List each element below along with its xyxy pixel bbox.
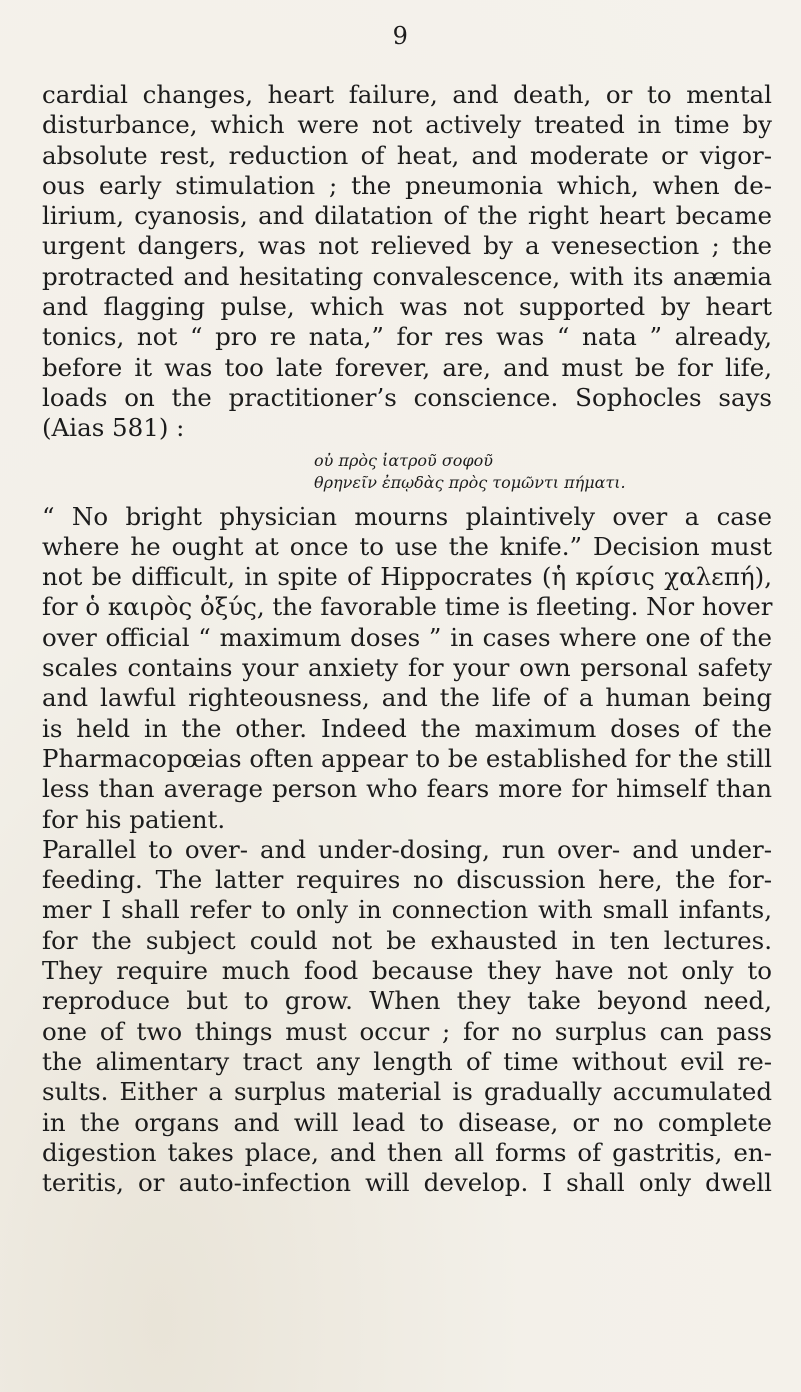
text-line: scales contains your anxiety for your own personal safety [42,653,772,683]
text-line: teritis, or auto-infection will develop. I shall only dwell [42,1168,772,1198]
text-line: reproduce but to grow. When they take beyond need, [42,986,772,1016]
text-line: one of two things must occur ; for no surplus can pass [42,1016,772,1046]
text-line: sults. Either a surplus material is gradually accumulated [42,1077,772,1107]
text-line: They require much food because they have not only to [42,956,772,986]
text-line: “ No bright physician mourns plaintively over a case [42,501,772,531]
text-line: for his patient. [42,804,226,834]
text-line: before it was too late forever, are, and must be for life, [42,352,772,382]
text-line: urgent dangers, was not relieved by a venesection ; the [42,231,772,261]
text-line: disturbance, which were not actively treated in time by [42,110,772,140]
text-line: is held in the other. Indeed the maximum doses of the [42,713,772,743]
text-line: feeding. The latter requires no discussion here, the for- [42,865,772,895]
text-line: lirium, cyanosis, and dilatation of the right heart became [42,201,772,231]
greek-quote-line: θρηνεῖν ἐπῳδὰς πρὸς τομῶντι πήματι. [314,472,626,492]
text-line: for the subject could not be exhausted in ten lectures. [42,925,772,955]
text-line: (Aias 581) : [42,413,185,443]
page-number: 9 [392,22,409,50]
text-line: protracted and hesitating convalescence, with its anæmia [42,261,772,291]
text-line: cardial changes, heart failure, and death, or to mental [42,80,772,109]
text-line: where he ought at once to use the knife.” Decision must [42,531,772,561]
text-line: less than average person who fears more for himself than [42,774,772,804]
text-line: the alimentary tract any length of time without evil re- [42,1046,772,1076]
text-line: loads on the practitioner’s conscience. Sophocles says [42,382,772,412]
text-line: in the organs and will lead to disease, or no complete [42,1107,772,1137]
text-line: absolute rest, reduction of heat, and moderate or vigor- [42,140,772,170]
text-line: tonics, not “ pro re nata,” for res was “ nata ” already, [42,322,772,352]
text-line: Parallel to over- and under-dosing, run over- and under- [42,834,772,864]
text-line: mer I shall refer to only in connection with small infants, [42,895,772,925]
greek-quote-line: οὐ πρὸς ἰατροῦ σοφοῦ [314,450,493,470]
text-line: and flagging pulse, which was not supported by heart [42,292,772,322]
text-line: for ὁ καιρὸς ὀξύς, the favorable time is fleeting. Nor hover [42,592,773,622]
text-line: and lawful righteousness, and the life of a human being [42,683,772,713]
text-line: Pharmacopœias often appear to be established for the still [42,743,772,773]
text-line: digestion takes place, and then all forms of gastritis, en- [42,1137,772,1167]
text-line: ous early stimulation ; the pneumonia which, when de- [42,170,772,200]
text-line: not be difficult, in spite of Hippocrates (ἡ κρίσις χαλεπή), [42,562,772,592]
text-line: over official “ maximum doses ” in cases where one of the [42,622,772,652]
body-text [42,80,772,1198]
